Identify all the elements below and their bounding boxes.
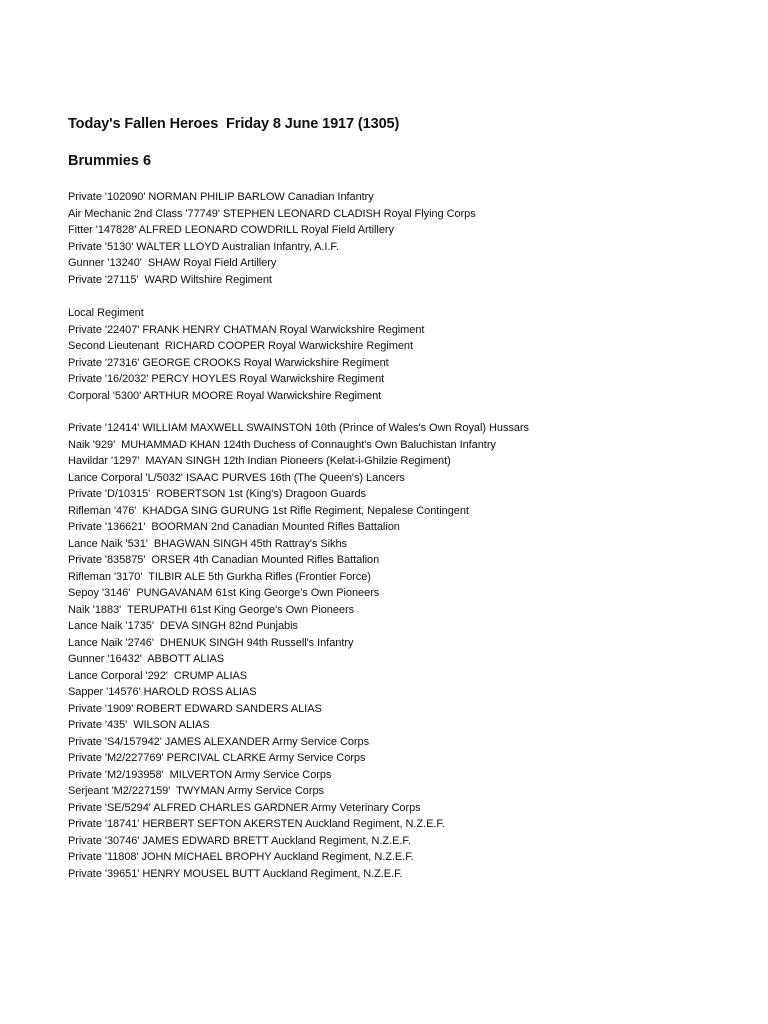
entry-line: Private '27115' WARD Wiltshire Regiment xyxy=(68,273,272,286)
entry-line: Private '39651' HENRY MOUSEL BUTT Auckland Regiment, N.Z.E.F. xyxy=(68,867,403,880)
entry-line: Private '11808' JOHN MICHAEL BROPHY Auckland Regiment, N.Z.E.F. xyxy=(68,851,414,863)
entry-line: Naik '1883' TERUPATHI 61st King George's Own Pioneers xyxy=(68,603,355,616)
entry-line: Private '18741' HERBERT SEFTON AKERSTEN Auckland Regiment, N.Z.E.F. xyxy=(68,818,445,830)
entry-line: Private '22407' FRANK HENRY CHATMAN Royal Warwickshire Regiment xyxy=(68,323,425,336)
entry-line: Private '12414' WILLIAM MAXWELL SWAINSTON 10th (Prince of Wales's Own Royal) Hussars xyxy=(68,422,529,434)
entry-block-2 xyxy=(68,305,424,404)
entry-line: Private 'S4/157942' JAMES ALEXANDER Army Service Corps xyxy=(68,735,370,748)
entry-line: Lance Corporal '292' CRUMP ALIAS xyxy=(68,669,248,682)
entry-line: Second Lieutenant RICHARD COOPER Royal Warwickshire Regiment xyxy=(68,340,414,352)
entry-line: Private '1909' ROBERT EDWARD SANDERS ALIAS xyxy=(68,702,322,715)
entry-line: Gunner '16432' ABBOTT ALIAS xyxy=(68,653,225,665)
entry-line: Private '136621' BOORMAN 2nd Canadian Mounted Rifles Battalion xyxy=(68,521,400,533)
entry-line: Private '835875' ORSER 4th Canadian Mounted Rifles Battalion xyxy=(68,554,380,566)
entry-line: Lance Naik '531' BHAGWAN SINGH 45th Rattray's Sikhs xyxy=(68,537,348,550)
entry-line: Havildar '1297' MAYAN SINGH 12th Indian Pioneers (Kelat-i-Ghilzie Regiment) xyxy=(68,455,451,467)
entry-line: Private '102090' NORMAN PHILIP BARLOW Canadian Infantry xyxy=(68,191,374,203)
entry-line: Rifleman '476' KHADGA SING GURUNG 1st Rifle Regiment, Nepalese Contingent xyxy=(68,504,469,517)
entry-line: Fitter '147828' ALFRED LEONARD COWDRILL Royal Field Artillery xyxy=(68,224,394,236)
entry-line: Private 'M2/227769' PERCIVAL CLARKE Army Service Corps xyxy=(68,752,366,764)
entry-line: Private 'M2/193958' MILVERTON Army Service Corps xyxy=(68,768,332,781)
entry-line: Corporal '5300' ARTHUR MOORE Royal Warwickshire Regiment xyxy=(68,389,382,402)
entry-line: Naik '929' MUHAMMAD KHAN 124th Duchess of Connaught's Own Baluchistan Infantry xyxy=(68,438,496,451)
entry-line: Local Regiment xyxy=(68,307,144,319)
entry-block-3 xyxy=(68,420,529,882)
entry-line: Lance Corporal 'L/5032' ISAAC PURVES 16th (The Queen's) Lancers xyxy=(68,471,405,484)
entry-line: Private '30746' JAMES EDWARD BRETT Auckland Regiment, N.Z.E.F. xyxy=(68,834,411,847)
entry-line: Private '16/2032' PERCY HOYLES Royal Warwickshire Regiment xyxy=(68,373,385,385)
entry-line: Private '27316' GEORGE CROOKS Royal Warwickshire Regiment xyxy=(68,356,389,369)
entry-line: Private '435' WILSON ALIAS xyxy=(68,719,210,731)
entry-line: Air Mechanic 2nd Class '77749' STEPHEN LEONARD CLADISH Royal Flying Corps xyxy=(68,207,476,220)
entry-line: Lance Naik '1735' DEVA SINGH 82nd Punjabis xyxy=(68,620,298,632)
entry-line: Serjeant 'M2/227159' TWYMAN Army Service Corps xyxy=(68,785,324,797)
page-title: Today's Fallen Heroes Friday 8 June 1917 (1305) xyxy=(68,116,400,132)
entry-line: Sapper '14576' HAROLD ROSS ALIAS xyxy=(68,686,257,698)
entry-line: Private 'SE/5294' ALFRED CHARLES GARDNER Army Veterinary Corps xyxy=(68,801,421,814)
entry-line: Sepoy '3146' PUNGAVANAM 61st King George's Own Pioneers xyxy=(68,587,380,599)
entry-line: Gunner '13240' SHAW Royal Field Artillery xyxy=(68,257,277,269)
entry-line: Rifleman '3170' TILBIR ALE 5th Gurkha Rifles (Frontier Force) xyxy=(68,570,371,583)
entry-line: Lance Naik '2746' DHENUK SINGH 94th Russell's Infantry xyxy=(68,636,354,649)
entry-line: Private '5130' WALTER LLOYD Australian Infantry, A.I.F. xyxy=(68,240,339,253)
page-subtitle: Brummies 6 xyxy=(68,153,152,169)
entry-block-1 xyxy=(68,189,476,288)
entry-line: Private 'D/10315' ROBERTSON 1st (King's) Dragoon Guards xyxy=(68,488,366,500)
